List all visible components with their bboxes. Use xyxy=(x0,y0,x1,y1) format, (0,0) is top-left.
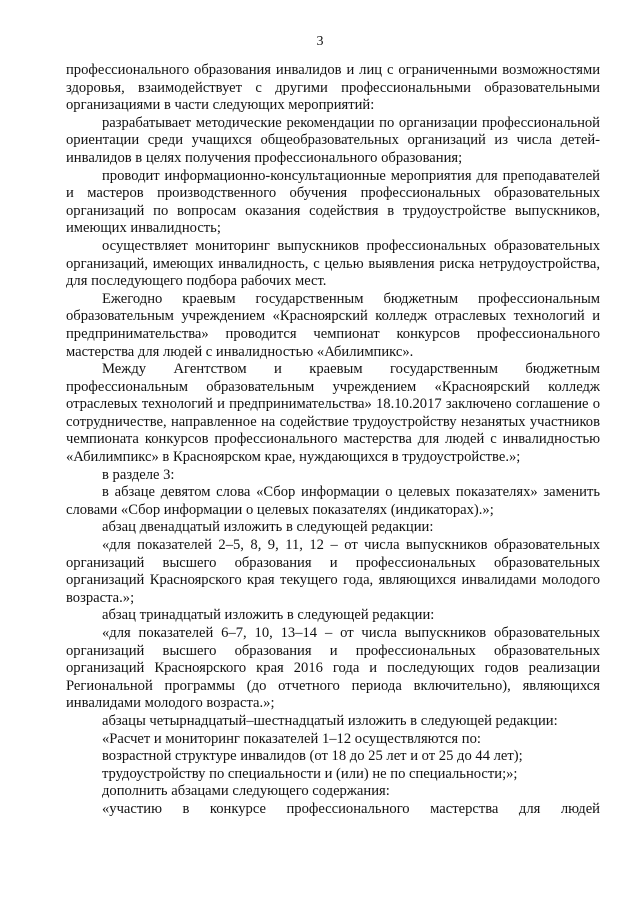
paragraph: абзацы четырнадцатый–шестнадцатый изложить в следующей редакции: xyxy=(102,712,558,729)
paragraph: дополнить абзацами следующего содержания: xyxy=(102,783,390,800)
paragraph: Ежегодно краевым государственным бюджетным профессиональным образовательным учреждением «Красноярский колледж отраслевых технологий и предпринимательства» проводится чемпионат конкурсов профессионального мастерства для людей с инвалидностью «Абилимпикс». xyxy=(66,290,600,360)
paragraph: «для показателей 6–7, 10, 13–14 – от числа выпускников образовательных организаций высшего образования и профессиональных образовательных организаций Красноярского края 2016 года и последующих годов реализации Региональной программы (до отчетного периода включительно), являющихся инвалидами молодого возраста.»; xyxy=(66,625,600,712)
paragraph: возрастной структуре инвалидов (от 18 до 25 лет и от 25 до 44 лет); xyxy=(102,748,523,765)
paragraph: абзац тринадцатый изложить в следующей редакции: xyxy=(102,607,435,624)
paragraph: «для показателей 2–5, 8, 9, 11, 12 – от числа выпускников образовательных организаций высшего образования и профессиональных образовательных организаций Красноярского края текущего года, являющихся инвалидами молодого возраста.»; xyxy=(66,537,600,606)
paragraph: «участию в конкурсе профессионального мастерства для людей xyxy=(102,800,600,817)
paragraph: «Расчет и мониторинг показателей 1–12 осуществляются по: xyxy=(102,730,481,747)
paragraph: абзац двенадцатый изложить в следующей редакции: xyxy=(102,519,434,536)
document-body xyxy=(66,62,600,819)
paragraph: трудоустройству по специальности и (или) не по специальности;»; xyxy=(102,765,518,782)
paragraph: проводит информационно-консультационные мероприятия для преподавателей и мастеров производственного обучения профессиональных образовательных организаций по вопросам оказания содействия в трудоустройстве выпускников, имеющих инвалидность; xyxy=(66,167,600,237)
paragraph: Между Агентством и краевым государственным бюджетным профессиональным образовательным учреждением «Красноярский колледж отраслевых технологий и предпринимательства» 18.10.2017 заключено соглашение о сотрудничестве, направленное на содействие трудоустройству незанятых участников чемпионата конкурсов профессионального мастерства для людей с инвалидностью «Абилимпикс» в Красноярском крае, нуждающихся в трудоустройстве.»; xyxy=(66,361,600,466)
paragraph: в разделе 3: xyxy=(102,466,175,483)
page-number: 3 xyxy=(316,34,324,49)
paragraph: разрабатывает методические рекомендации по организации профессиональной ориентации среди учащихся общеобразовательных организаций из числа детей-инвалидов в целях получения профессионального образования; xyxy=(66,114,600,166)
paragraph: профессионального образования инвалидов и лиц с ограниченными возможностями здоровья, взаимодействует с другими профессиональными образовательными организациями в части следующих мероприятий: xyxy=(66,62,600,114)
paragraph: осуществляет мониторинг выпускников профессиональных образовательных организаций, имеющих инвалидность, с целью выявления риска нетрудоустройства, для последующего подбора рабочих мест. xyxy=(66,237,600,290)
paragraph: в абзаце девятом слова «Сбор информации о целевых показателях» заменить словами «Сбор информации о целевых показателях (индикаторах).»; xyxy=(66,484,600,518)
